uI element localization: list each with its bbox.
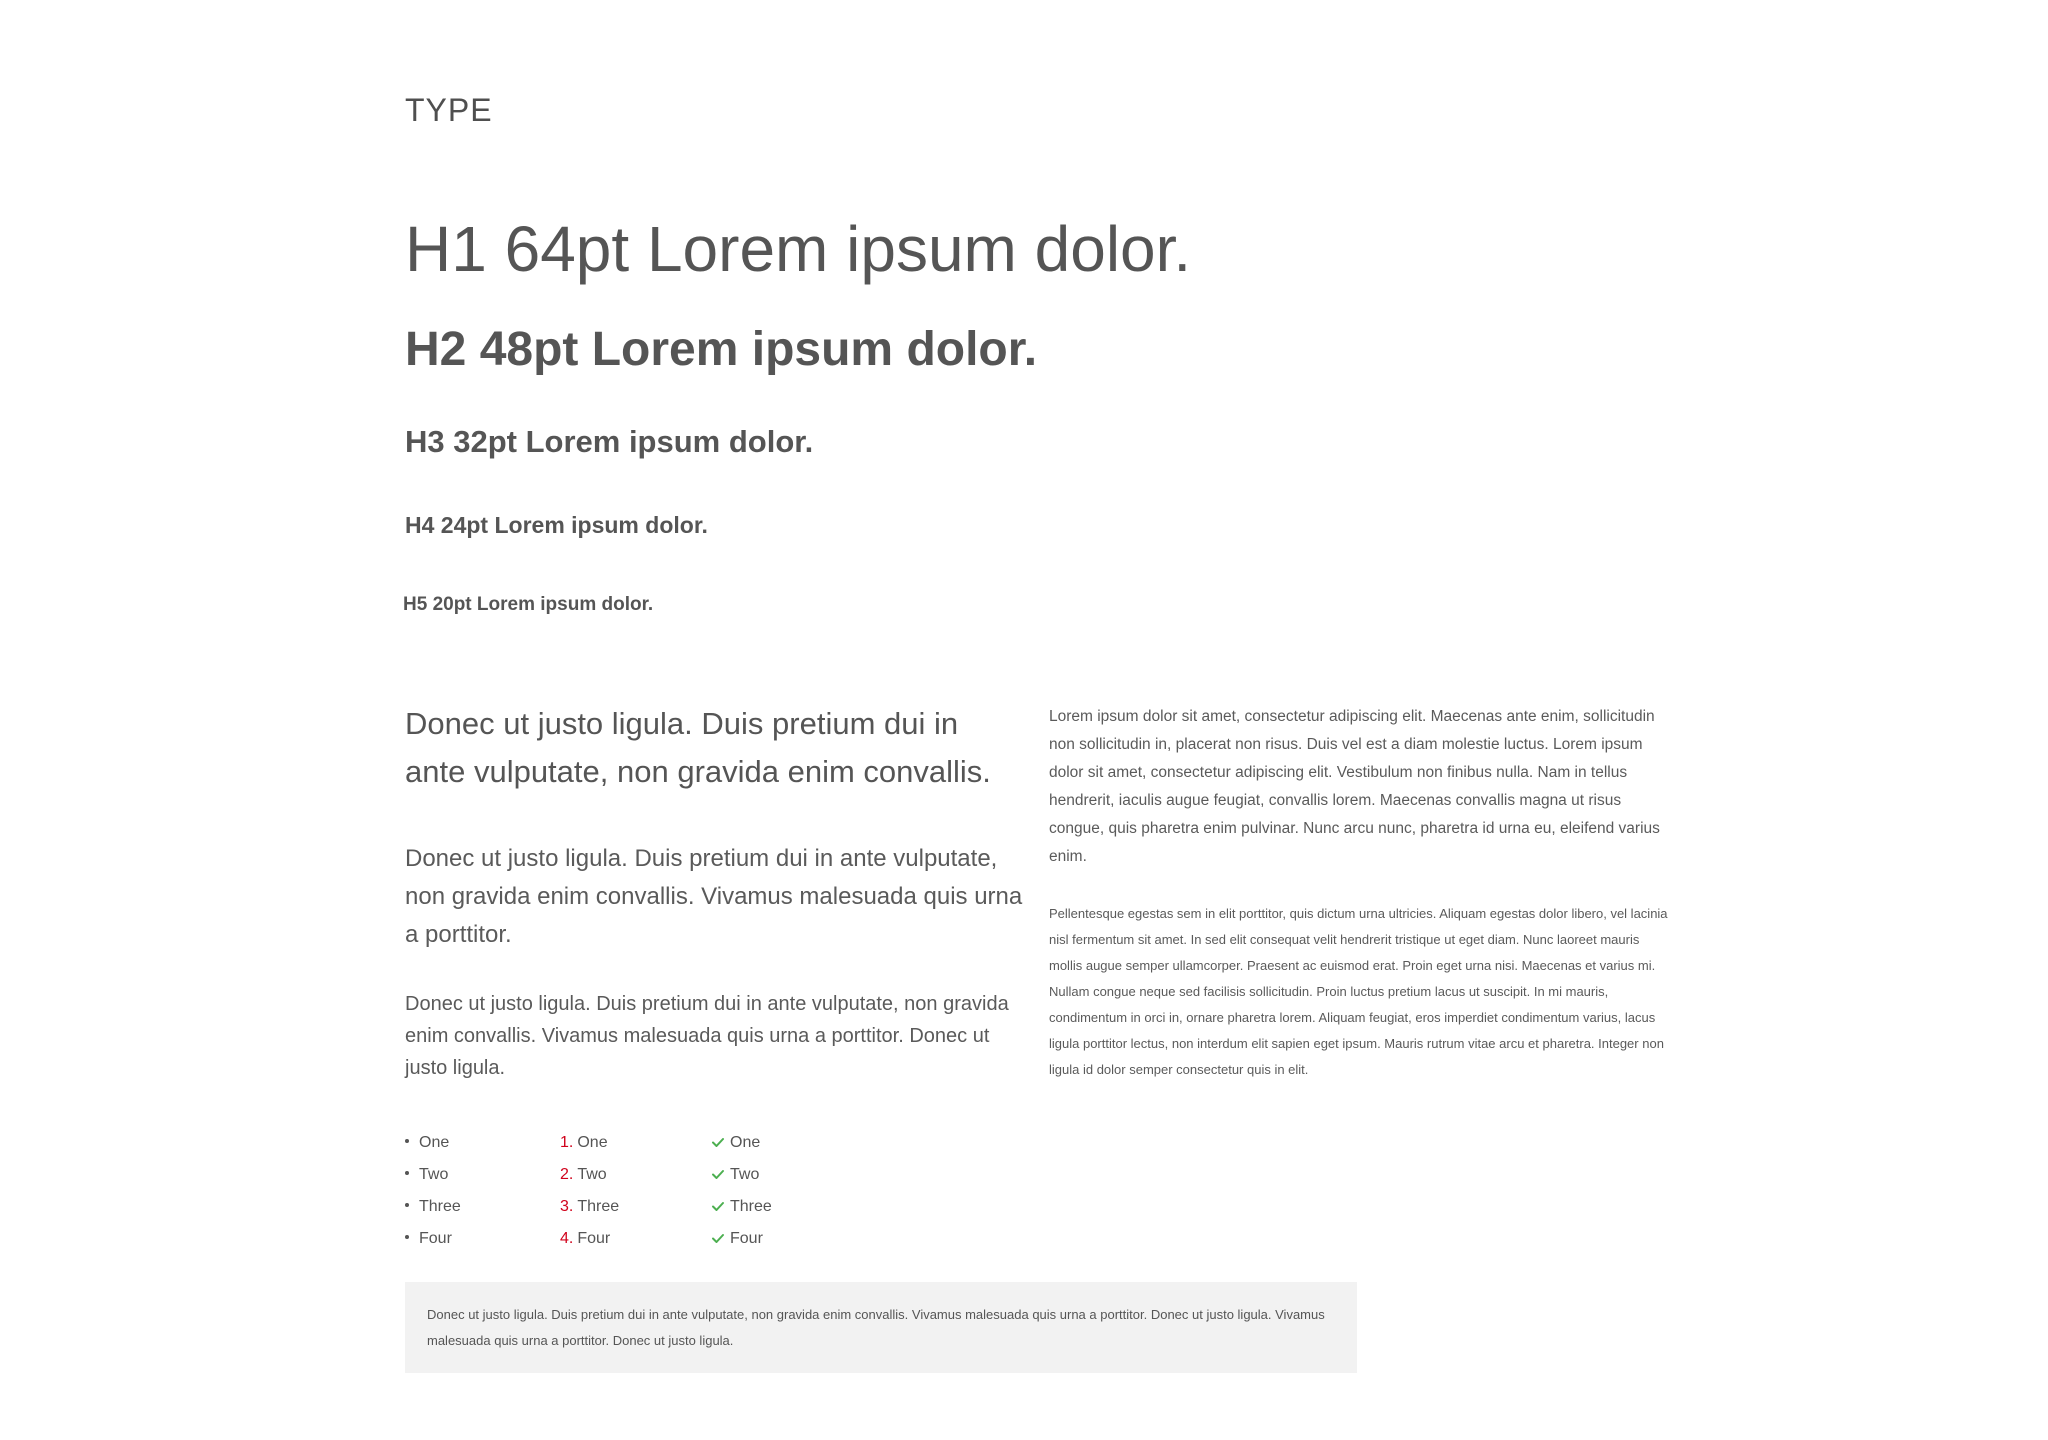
lead-text-column — [405, 700, 1025, 1084]
check-icon — [710, 1230, 726, 1246]
check-list — [710, 1127, 772, 1255]
heading-h3-sample: H3 32pt Lorem ipsum dolor. — [405, 424, 814, 459]
ordered-list — [560, 1127, 619, 1255]
body-text-column — [1049, 703, 1669, 1083]
check-icon — [710, 1134, 726, 1150]
small-paragraph: Pellentesque egestas sem in elit porttitor, quis dictum urna ultricies. Aliquam egestas dolor libero, vel lacinia nisl fermentum sit amet. In sed elit consequat velit hendrerit tristique ut eget diam. Nunc laoreet mauris mollis augue semper ullamcorper. Praesent ac euismod erat. Proin eget urna nisi. Maecenas et varius mi. Nullam congue neque sed facilisis sollicitudin. Proin luctus pretium lacus ut suscipit. In mi mauris, condimentum in orci in, ornare pharetra lorem. Aliquam feugiat, eros imperdiet condimentum varius, lacus ligula porttitor lectus, non interdum elit sapien eget ipsum. Mauris rutrum vitae arcu et pharetra. Integer non ligula id dolor semper consectetur quis in elit. — [1049, 906, 1668, 1077]
note-text: Donec ut justo ligula. Duis pretium dui in ante vulputate, non gravida enim convallis. Vivamus malesuada quis urna a porttitor. Donec ut justo ligula. Vivamus malesuada quis urna a porttitor. Donec ut justo ligula. — [427, 1307, 1325, 1348]
list-item: Three — [710, 1191, 772, 1223]
list-item: 4. Four — [560, 1230, 611, 1247]
note-block — [405, 1282, 1357, 1373]
list-item: 1. One — [560, 1134, 608, 1151]
bullet-icon — [405, 1235, 409, 1239]
list-item: Two — [405, 1159, 461, 1191]
heading-h4-sample: H4 24pt Lorem ipsum dolor. — [405, 512, 708, 538]
list-item: Four — [710, 1223, 772, 1255]
lead-paragraph-medium: Donec ut justo ligula. Duis pretium dui in ante vulputate, non gravida enim convallis. Vivamus malesuada quis urna a porttitor. — [405, 845, 1023, 948]
ordinal-marker: 1. — [560, 1134, 574, 1151]
lead-paragraph-small: Donec ut justo ligula. Duis pretium dui in ante vulputate, non gravida enim convallis. Vivamus malesuada quis urna a porttitor. Donec ut justo ligula. — [405, 993, 1009, 1079]
list-item: One — [405, 1127, 461, 1159]
bullet-icon — [405, 1139, 409, 1143]
heading-h1-sample: H1 64pt Lorem ipsum dolor. — [405, 213, 1192, 285]
ordinal-marker: 4. — [560, 1230, 574, 1247]
body-paragraph: Lorem ipsum dolor sit amet, consectetur adipiscing elit. Maecenas ante enim, sollicitudin non sollicitudin in, placerat non risus. Duis vel est a diam molestie luctus. Lorem ipsum dolor sit amet, consectetur adipiscing elit. Vestibulum non finibus nulla. Nam in tellus hendrerit, iaculis augue feugiat, convallis lorem. Maecenas convallis magna ut risus congue, quis pharetra enim pulvinar. Nunc arcu nunc, pharetra id urna eu, eleifend varius enim. — [1049, 708, 1660, 865]
heading-h2-sample: H2 48pt Lorem ipsum dolor. — [405, 323, 1038, 376]
ordinal-marker: 3. — [560, 1198, 574, 1215]
list-item: Three — [405, 1191, 461, 1223]
bullet-icon — [405, 1171, 409, 1175]
list-examples — [405, 1127, 905, 1267]
bullet-icon — [405, 1203, 409, 1207]
list-item: Two — [710, 1159, 772, 1191]
list-item: 3. Three — [560, 1198, 620, 1215]
lead-paragraph-large: Donec ut justo ligula. Duis pretium dui in ante vulputate, non gravida enim convallis. — [405, 706, 991, 789]
section-title: TYPE — [405, 92, 493, 128]
list-item: 2. Two — [560, 1166, 607, 1183]
type-page — [403, 0, 1668, 1440]
heading-h5-sample: H5 20pt Lorem ipsum dolor. — [403, 594, 654, 615]
check-icon — [710, 1166, 726, 1182]
ordinal-marker: 2. — [560, 1166, 574, 1183]
check-icon — [710, 1198, 726, 1214]
list-item: Four — [405, 1223, 461, 1255]
bullet-list — [405, 1127, 461, 1255]
list-item: One — [710, 1127, 772, 1159]
